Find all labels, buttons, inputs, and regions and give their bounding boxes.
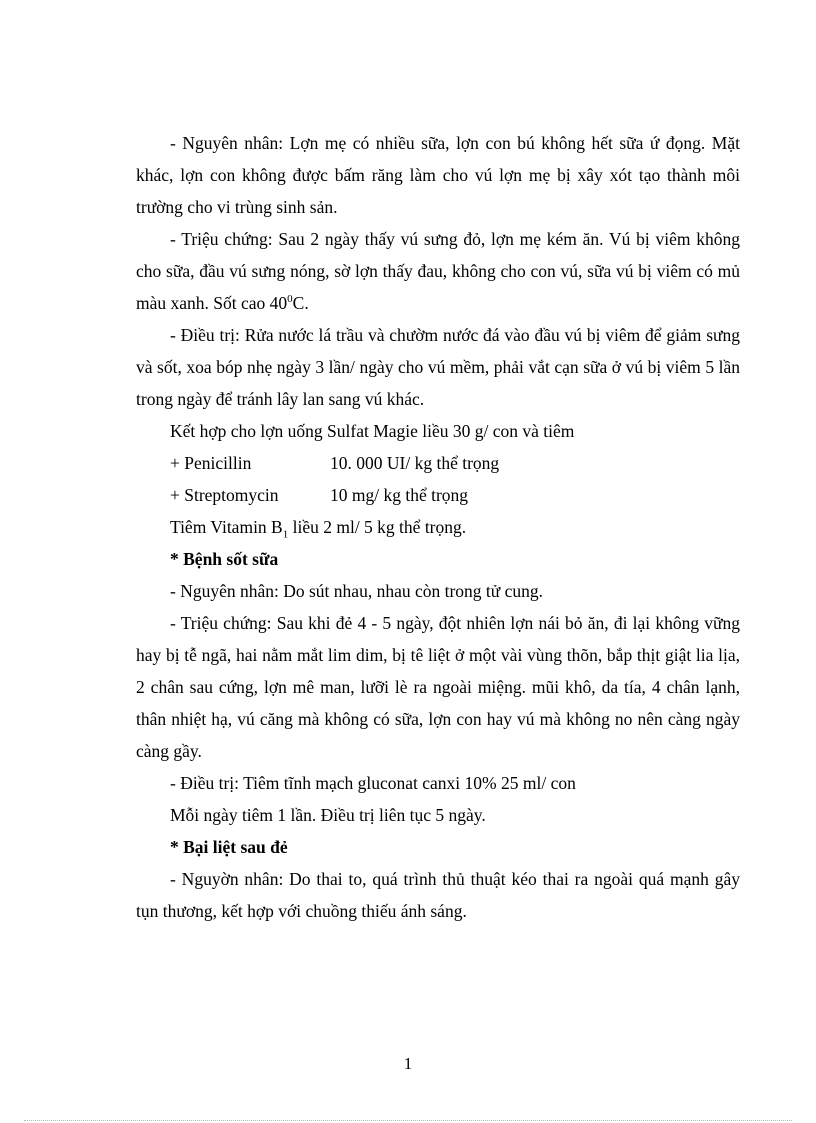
- drug-dose: 10. 000 UI/ kg thể trọng: [330, 453, 500, 473]
- page-bottom-divider: [24, 1120, 792, 1121]
- vitamin-subscript: 1: [282, 528, 289, 541]
- symptoms-text: - Triệu chứng: Sau 2 ngày thấy vú sưng đỏ, lợn mẹ kém ăn. Vú bị viêm không cho sữa, đầu vú sưng nóng, sờ lợn thấy đau, không cho con vú, sữa vú bị viêm có mủ màu xanh. Sốt cao 40: [136, 229, 740, 313]
- drug-dose: 10 mg/ kg thể trọng: [330, 485, 469, 505]
- drug-line-streptomycin: [136, 479, 740, 511]
- paragraph-symptoms-milk-fever: - Triệu chứng: Sau khi đẻ 4 - 5 ngày, đột nhiên lợn nái bỏ ăn, đi lại không vững hay bị tễ ngã, hai nằm mắt lim dim, bị tê liệt ở một vài vùng thõn, bắp thịt giật lia lịa, 2 chân sau cứng, lợn mê man, lưỡi lè ra ngoài miệng. mũi khô, da tía, 4 chân lạnh, thân nhiệt hạ, vú căng mà không có sữa, lợn con hay vú mà không no nên càng ngày càng gầy.: [136, 613, 740, 761]
- heading-milk-fever: * Bệnh sốt sữa: [170, 549, 279, 569]
- page-number: 1: [403, 1054, 413, 1073]
- vitamin-text-end: liều 2 ml/ 5 kg thể trọng.: [288, 517, 467, 537]
- paragraph-symptoms-mastitis: [136, 223, 740, 319]
- symptoms-text-end: C.: [292, 293, 309, 313]
- paragraph-treatment-mastitis: - Điều trị: Rửa nước lá trầu và chườm nước đá vào đầu vú bị viêm để giảm sưng và sốt, xoa bóp nhẹ ngày 3 lần/ ngày cho vú mềm, phải vắt cạn sữa ở vú bị viêm 5 lần trong ngày để tránh lây lan sang vú khác.: [136, 325, 740, 409]
- paragraph-cause-milk-fever: - Nguyên nhân: Do sút nhau, nhau còn trong tử cung.: [170, 581, 544, 601]
- degree-superscript: 0: [287, 293, 293, 306]
- paragraph-combined-treatment: Kết hợp cho lợn uống Sulfat Magie liều 30 g/ con và tiêm: [170, 421, 575, 441]
- paragraph-treatment-schedule: Mỗi ngày tiêm 1 lần. Điều trị liên tục 5 ngày.: [170, 805, 486, 825]
- vitamin-text: Tiêm Vitamin B: [170, 517, 283, 537]
- heading-postpartum-paralysis: * Bại liệt sau đẻ: [170, 837, 288, 857]
- paragraph-treatment-milk-fever: - Điều trị: Tiêm tĩnh mạch gluconat canxi 10% 25 ml/ con: [170, 773, 576, 793]
- drug-name: + Streptomycin: [170, 485, 279, 505]
- paragraph-cause-mastitis: - Nguyên nhân: Lợn mẹ có nhiều sữa, lợn con bú không hết sữa ứ đọng. Mặt khác, lợn con không được bấm răng làm cho vú lợn mẹ bị xây xót tạo thành môi trường cho vi trùng sinh sản.: [136, 133, 740, 217]
- paragraph-cause-paralysis: - Nguyờn nhân: Do thai to, quá trình thủ thuật kéo thai ra ngoài quá mạnh gây tụn thương, kết hợp với chuồng thiếu ánh sáng.: [136, 869, 740, 921]
- document-body: [136, 127, 740, 927]
- drug-name: + Penicillin: [170, 453, 252, 473]
- paragraph-vitamin-injection: [136, 511, 740, 543]
- drug-line-penicillin: [136, 447, 740, 479]
